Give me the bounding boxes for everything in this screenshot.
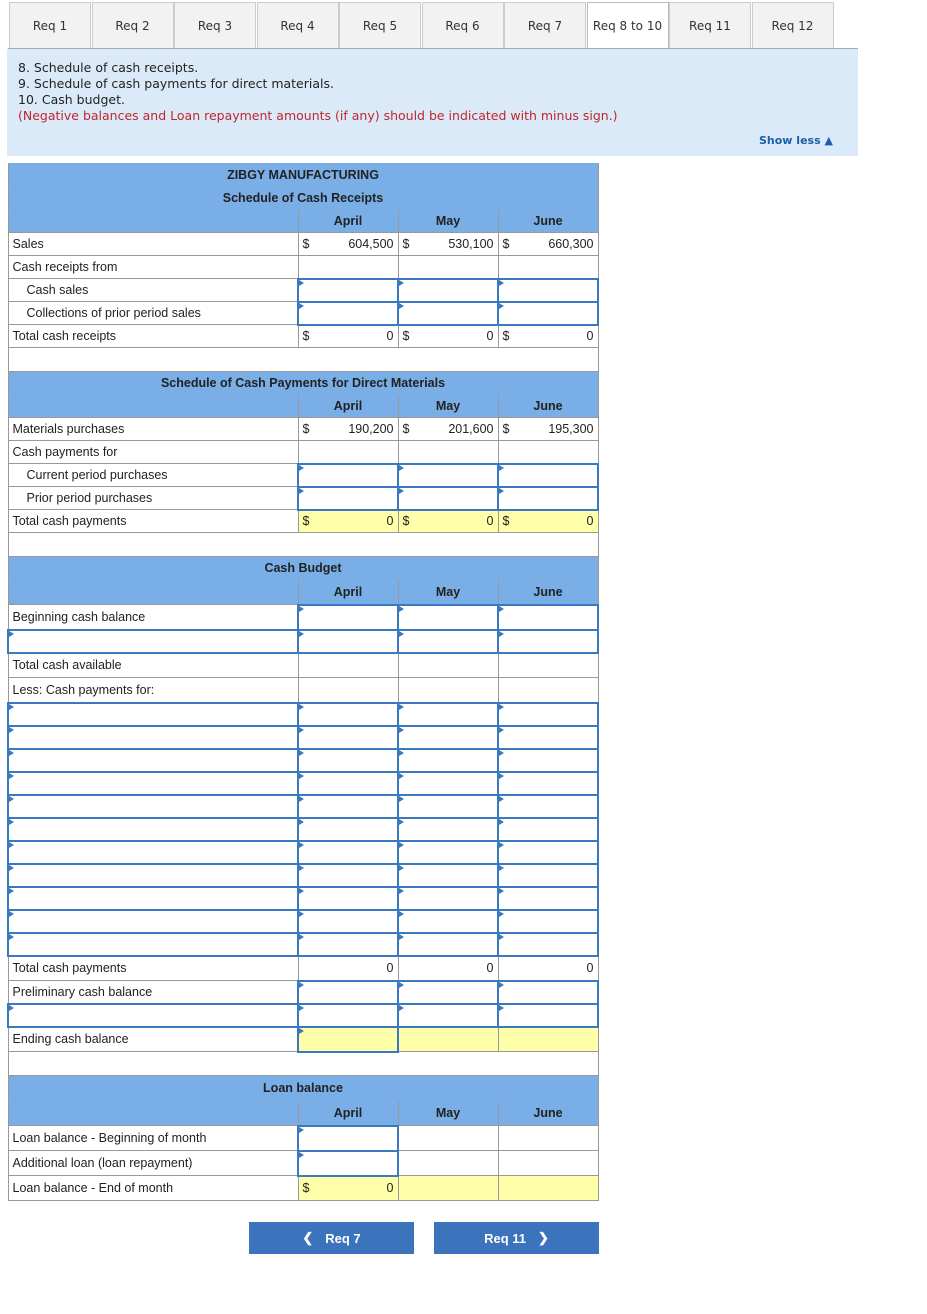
payment-april-input[interactable] — [298, 841, 398, 864]
sales-june: 660,300 — [548, 237, 594, 251]
ending-may — [398, 1027, 498, 1052]
beginning-june-input[interactable] — [498, 605, 598, 630]
payment-june-input[interactable] — [498, 841, 598, 864]
tab-req-2[interactable]: Req 2 — [92, 2, 174, 49]
payments-title: Schedule of Cash Payments for Direct Materials — [8, 372, 598, 395]
prev-req-button[interactable] — [249, 1222, 414, 1254]
cash-payments-for-label: Cash payments for — [8, 441, 298, 464]
payment-may-input[interactable] — [398, 795, 498, 818]
month-april: April — [298, 395, 398, 418]
prior-april-input[interactable] — [298, 487, 398, 510]
payment-entry-row — [8, 910, 598, 933]
total-receipts-april: 0 — [386, 329, 394, 344]
month-may: May — [398, 1101, 498, 1126]
collections-may-input[interactable] — [398, 302, 498, 325]
cash-sales-june-input[interactable] — [498, 279, 598, 302]
payment-april-input[interactable] — [298, 726, 398, 749]
collections-label: Collections of prior period sales — [8, 302, 298, 325]
sales-may: 530,100 — [448, 237, 494, 251]
loan-end-may — [398, 1176, 498, 1201]
purchases-june: 195,300 — [548, 422, 594, 436]
payment-entry-row — [8, 749, 598, 772]
sales-april: 604,500 — [348, 237, 394, 251]
payment-entry-row — [8, 795, 598, 818]
currency: $ — [502, 422, 510, 436]
tab-req-3[interactable]: Req 3 — [174, 2, 256, 49]
receipt-may-input[interactable] — [398, 630, 498, 653]
payment-june-input[interactable] — [498, 887, 598, 910]
tab-req-11[interactable]: Req 11 — [669, 2, 751, 49]
total-payments-june: 0 — [586, 514, 594, 529]
preliminary-april-input[interactable] — [298, 981, 398, 1004]
payment-label-input[interactable] — [8, 864, 298, 887]
payment-june-input[interactable] — [498, 795, 598, 818]
payment-label-input[interactable] — [8, 795, 298, 818]
cash-budget-title: Cash Budget — [8, 557, 598, 580]
company-name: ZIBGY MANUFACTURING — [8, 164, 598, 187]
beginning-cash-label: Beginning cash balance — [8, 605, 298, 630]
instructions-panel — [7, 49, 858, 156]
prev-label: Req 7 — [325, 1230, 361, 1246]
payment-may-input[interactable] — [398, 841, 498, 864]
tab-req-1[interactable]: Req 1 — [9, 2, 91, 49]
currency: $ — [402, 237, 410, 251]
payment-june-input[interactable] — [498, 749, 598, 772]
receipt-june-input[interactable] — [498, 630, 598, 653]
currency: $ — [302, 1181, 310, 1196]
tab-req-7[interactable]: Req 7 — [504, 2, 586, 49]
currency: $ — [402, 422, 410, 436]
payment-may-input[interactable] — [398, 749, 498, 772]
budget-table — [7, 163, 599, 1201]
less-cash-payments-label: Less: Cash payments for: — [8, 678, 298, 703]
collections-june-input[interactable] — [498, 302, 598, 325]
loan-beginning-april-input[interactable] — [298, 1126, 398, 1151]
next-label: Req 11 — [484, 1230, 526, 1246]
currency: $ — [502, 514, 510, 529]
budget-total-payments-label: Total cash payments — [8, 956, 298, 981]
payment-label-input[interactable] — [8, 703, 298, 726]
materials-purchases-label: Materials purchases — [8, 418, 298, 441]
payment-june-input[interactable] — [498, 772, 598, 795]
prior-purchases-label: Prior period purchases — [8, 487, 298, 510]
current-june-input[interactable] — [498, 464, 598, 487]
instruction-note: (Negative balances and Loan repayment amounts (if any) should be indicated with minus sign.) — [18, 108, 618, 123]
payment-april-input[interactable] — [298, 887, 398, 910]
beginning-may-input[interactable] — [398, 605, 498, 630]
payment-entry-row — [8, 703, 598, 726]
preliminary-may-input[interactable] — [398, 981, 498, 1004]
month-june: June — [498, 580, 598, 605]
prior-june-input[interactable] — [498, 487, 598, 510]
payment-entry-row — [8, 726, 598, 749]
payment-april-input[interactable] — [298, 864, 398, 887]
currency: $ — [302, 422, 310, 436]
tab-req-12[interactable]: Req 12 — [752, 2, 834, 49]
additional-loan-april-input[interactable] — [298, 1151, 398, 1176]
month-may: May — [398, 395, 498, 418]
payment-april-input[interactable] — [298, 795, 398, 818]
loan-end-label: Loan balance - End of month — [8, 1176, 298, 1201]
loan-end-april: 0 — [386, 1181, 394, 1196]
currency: $ — [402, 514, 410, 529]
next-req-button[interactable] — [434, 1222, 599, 1254]
purchases-april: 190,200 — [348, 422, 394, 436]
payment-june-input[interactable] — [498, 726, 598, 749]
ending-cash-label: Ending cash balance — [8, 1027, 298, 1052]
budget-total-payments-may: 0 — [398, 956, 498, 981]
cash-sales-may-input[interactable] — [398, 279, 498, 302]
payment-june-input[interactable] — [498, 933, 598, 956]
collections-april-input[interactable] — [298, 302, 398, 325]
current-april-input[interactable] — [298, 464, 398, 487]
instruction-8: 8. Schedule of cash receipts. — [18, 60, 199, 75]
chevron-left-icon: ❮ — [302, 1230, 314, 1245]
payment-june-input[interactable] — [498, 703, 598, 726]
show-less-link[interactable]: Show less ▲ — [759, 134, 833, 147]
payment-may-input[interactable] — [398, 933, 498, 956]
financing-label-select[interactable] — [8, 1004, 298, 1027]
current-may-input[interactable] — [398, 464, 498, 487]
prior-may-input[interactable] — [398, 487, 498, 510]
loan-end-june — [498, 1176, 598, 1201]
chevron-right-icon: ❯ — [538, 1230, 549, 1245]
total-cash-receipts-label: Total cash receipts — [8, 325, 298, 348]
payment-label-input[interactable] — [8, 841, 298, 864]
total-payments-april: 0 — [386, 514, 394, 529]
payment-label-input[interactable] — [8, 933, 298, 956]
payment-april-input[interactable] — [298, 910, 398, 933]
payment-entry-row — [8, 772, 598, 795]
current-purchases-label: Current period purchases — [8, 464, 298, 487]
ending-june — [498, 1027, 598, 1052]
month-april: April — [298, 210, 398, 233]
currency: $ — [302, 514, 310, 529]
currency: $ — [302, 237, 310, 251]
payment-may-input[interactable] — [398, 703, 498, 726]
receipts-title: Schedule of Cash Receipts — [8, 187, 598, 210]
month-june: June — [498, 210, 598, 233]
payment-label-input[interactable] — [8, 749, 298, 772]
month-may: May — [398, 580, 498, 605]
cash-sales-april-input[interactable] — [298, 279, 398, 302]
loan-balance-title: Loan balance — [8, 1076, 598, 1101]
tab-req-6[interactable]: Req 6 — [422, 2, 504, 49]
tab-req-4[interactable]: Req 4 — [257, 2, 339, 49]
budget-total-payments-april: 0 — [298, 956, 398, 981]
payment-april-input[interactable] — [298, 933, 398, 956]
budget-total-payments-june: 0 — [498, 956, 598, 981]
financing-june-input[interactable] — [498, 1004, 598, 1027]
total-receipts-june: 0 — [586, 329, 594, 344]
purchases-may: 201,600 — [448, 422, 494, 436]
preliminary-balance-label: Preliminary cash balance — [8, 981, 298, 1004]
month-may: May — [398, 210, 498, 233]
currency: $ — [502, 329, 510, 344]
payment-entry-row — [8, 933, 598, 956]
payment-label-input[interactable] — [8, 726, 298, 749]
payment-may-input[interactable] — [398, 864, 498, 887]
payment-label-input[interactable] — [8, 772, 298, 795]
payment-may-input[interactable] — [398, 726, 498, 749]
currency: $ — [402, 329, 410, 344]
month-april: April — [298, 1101, 398, 1126]
payment-may-input[interactable] — [398, 910, 498, 933]
payment-may-input[interactable] — [398, 772, 498, 795]
receipt-april-input[interactable] — [298, 630, 398, 653]
payment-june-input[interactable] — [498, 818, 598, 841]
beginning-april-input[interactable] — [298, 605, 398, 630]
month-june: June — [498, 395, 598, 418]
month-april: April — [298, 580, 398, 605]
payment-entry-row — [8, 887, 598, 910]
total-cash-payments-label: Total cash payments — [8, 510, 298, 533]
req-tabs — [9, 2, 834, 50]
sales-label: Sales — [8, 233, 298, 256]
total-cash-available-label: Total cash available — [8, 653, 298, 678]
payment-june-input[interactable] — [498, 910, 598, 933]
tab-req-8-to-10[interactable]: Req 8 to 10 — [587, 2, 669, 50]
financing-may-input[interactable] — [398, 1004, 498, 1027]
payment-entry-row — [8, 864, 598, 887]
cash-sales-label: Cash sales — [8, 279, 298, 302]
payment-label-input[interactable] — [8, 818, 298, 841]
preliminary-june-input[interactable] — [498, 981, 598, 1004]
loan-beginning-label: Loan balance - Beginning of month — [8, 1126, 298, 1151]
cash-receipts-from-label: Cash receipts from — [8, 256, 298, 279]
payment-may-input[interactable] — [398, 818, 498, 841]
payment-june-input[interactable] — [498, 864, 598, 887]
receipt-label-select[interactable] — [8, 630, 298, 653]
tab-req-5[interactable]: Req 5 — [339, 2, 421, 49]
currency: $ — [302, 329, 310, 344]
payment-may-input[interactable] — [398, 887, 498, 910]
payment-label-input[interactable] — [8, 887, 298, 910]
payment-april-input[interactable] — [298, 772, 398, 795]
payment-april-input[interactable] — [298, 749, 398, 772]
currency: $ — [502, 237, 510, 251]
instruction-9: 9. Schedule of cash payments for direct materials. — [18, 76, 334, 91]
financing-april-input[interactable] — [298, 1004, 398, 1027]
ending-april-input[interactable] — [298, 1027, 398, 1052]
payment-label-input[interactable] — [8, 910, 298, 933]
month-june: June — [498, 1101, 598, 1126]
payment-april-input[interactable] — [298, 818, 398, 841]
total-receipts-may: 0 — [486, 329, 494, 344]
additional-loan-label: Additional loan (loan repayment) — [8, 1151, 298, 1176]
payment-entry-row — [8, 818, 598, 841]
payment-entry-row — [8, 841, 598, 864]
instruction-10: 10. Cash budget. — [18, 92, 125, 107]
payment-april-input[interactable] — [298, 703, 398, 726]
total-payments-may: 0 — [486, 514, 494, 529]
